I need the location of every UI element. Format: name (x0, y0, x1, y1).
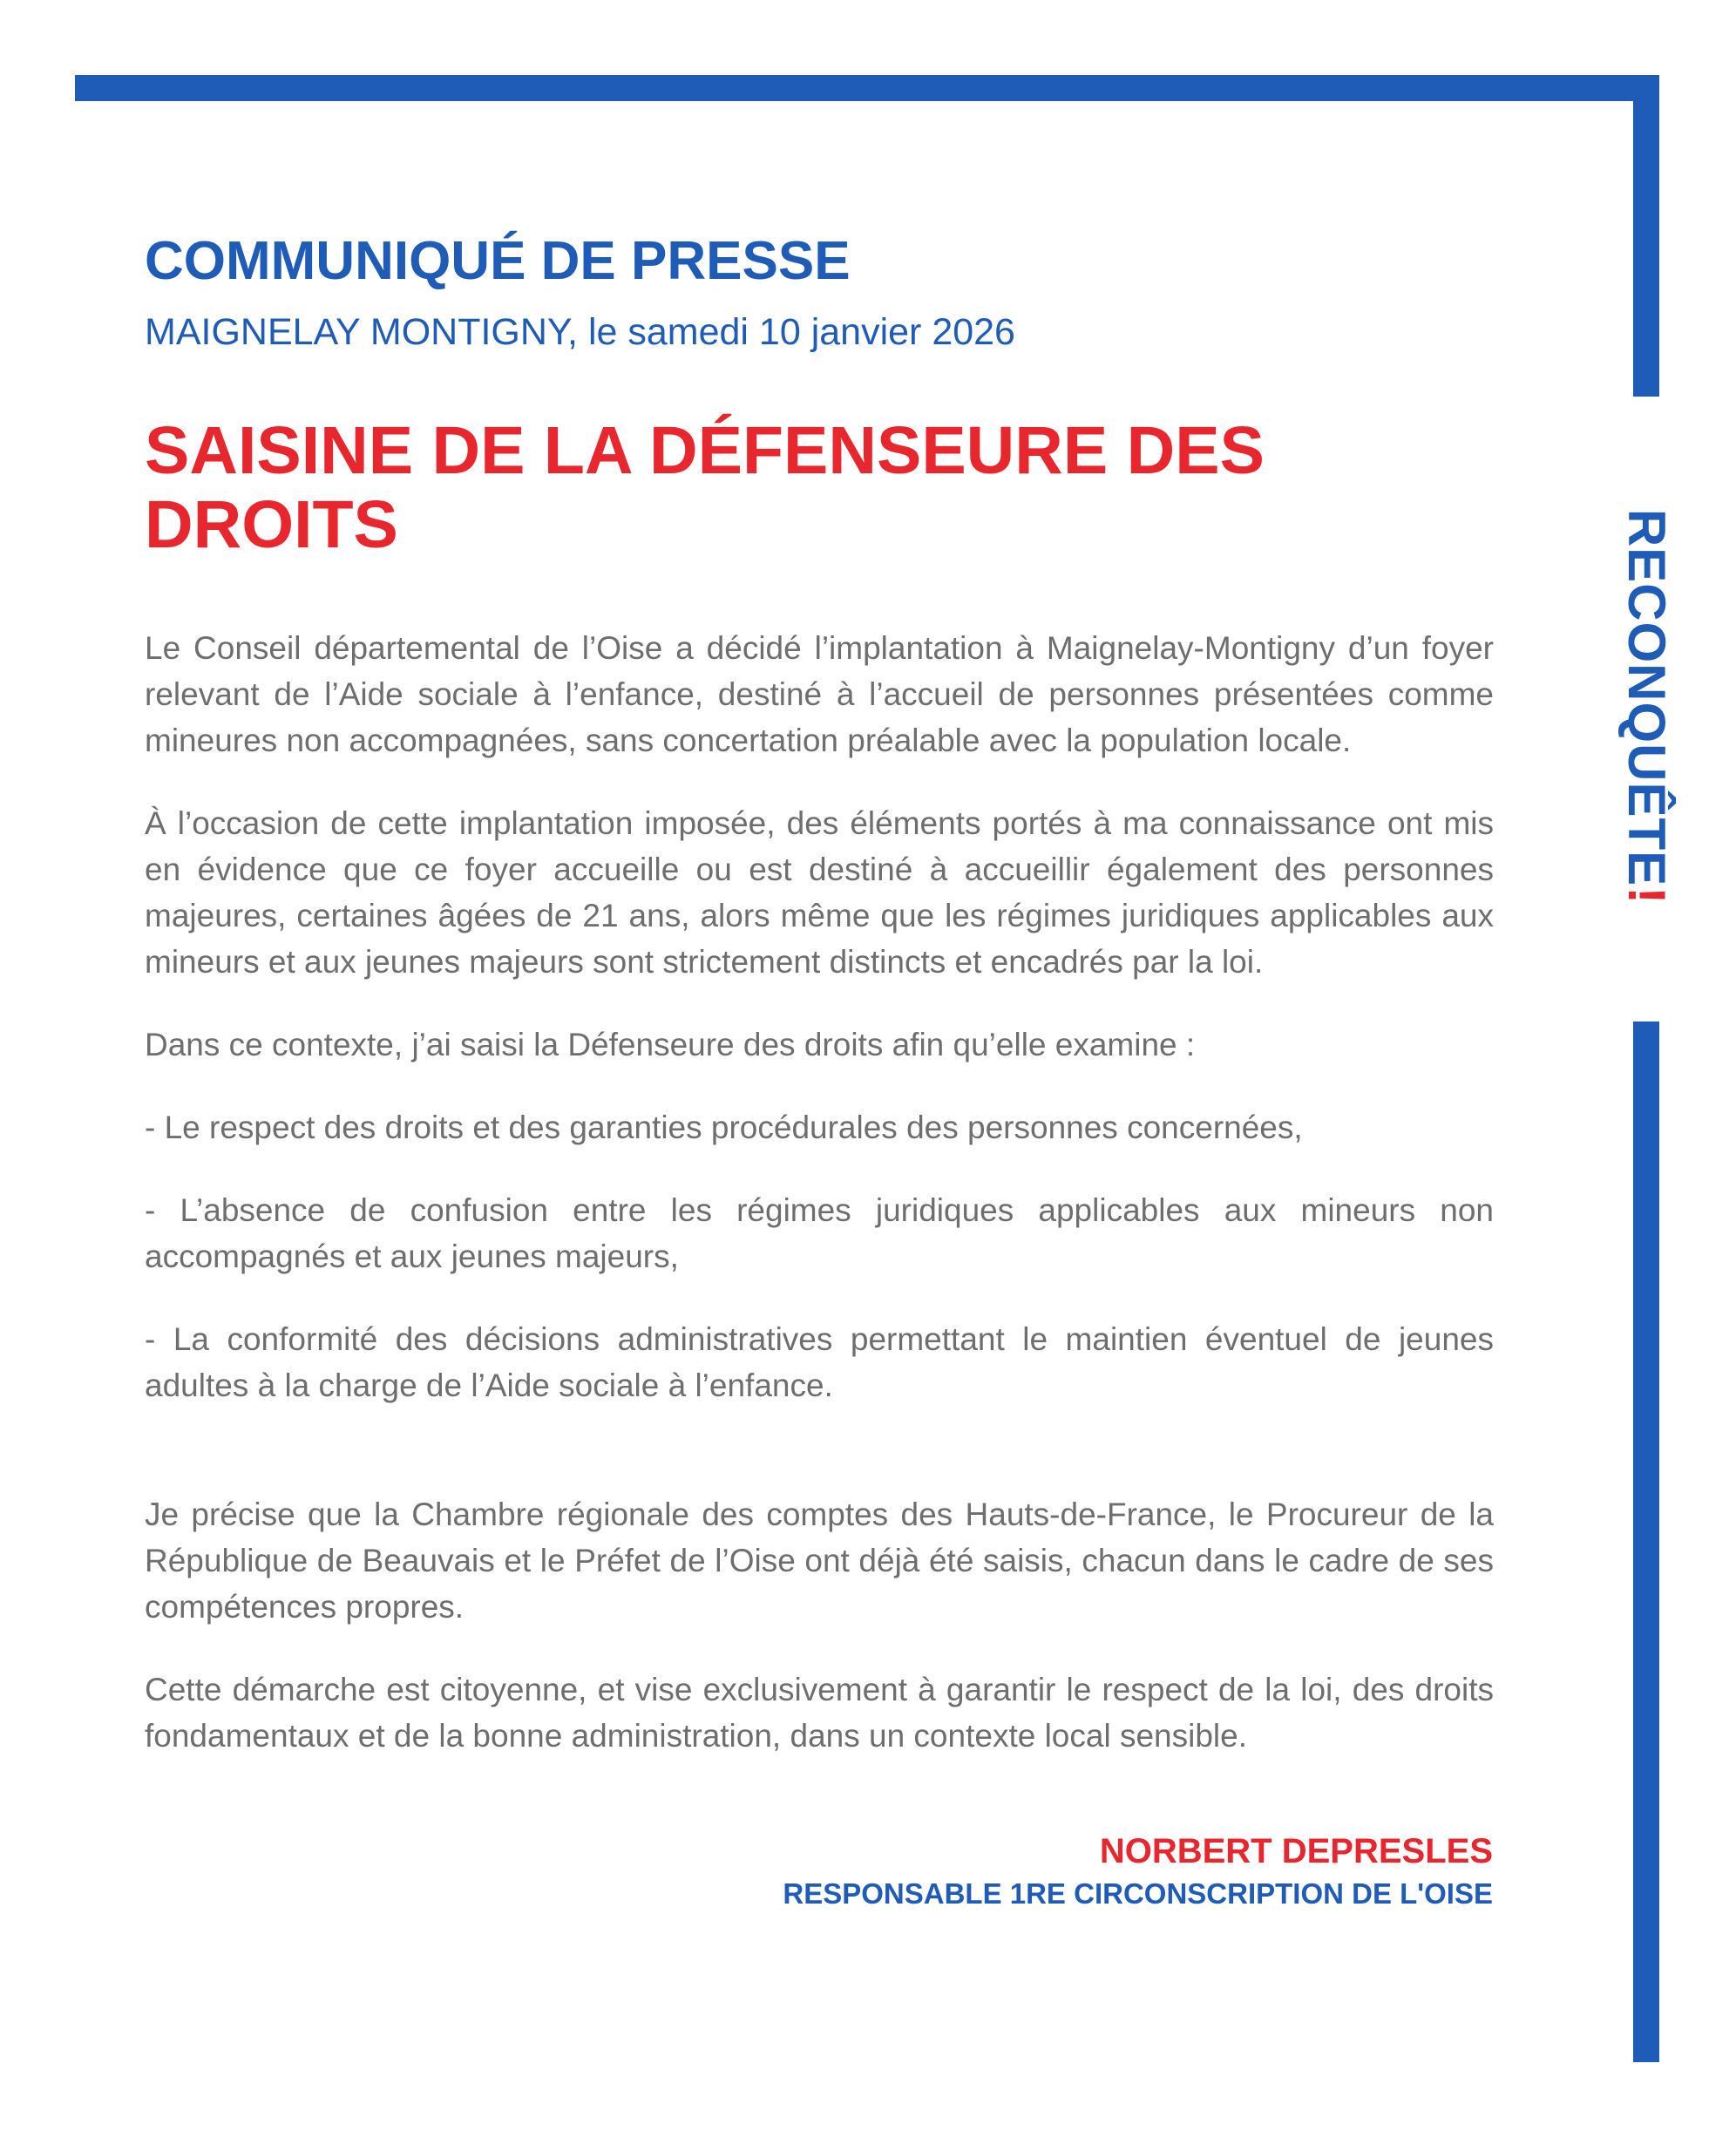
headline: SAISINE DE LA DÉFENSEURE DES DROITS (145, 413, 1265, 562)
logo-text: RECONQUÊTE (1617, 508, 1676, 887)
logo-exclamation: ! (1617, 886, 1676, 906)
dateline: MAIGNELAY MONTIGNY, le samedi 10 janvier 2026 (145, 311, 1015, 353)
frame-right-bar-lower (1633, 1021, 1659, 2062)
signature-block (783, 1829, 1493, 1914)
paragraph-3: Dans ce contexte, j’ai saisi la Défenseure des droits afin qu’elle examine : (145, 1027, 1196, 1062)
signatory-name: NORBERT DEPRESLES (1099, 1832, 1493, 1870)
signatory-role: RESPONSABLE 1RE CIRCONSCRIPTION DE L'OISE (783, 1877, 1493, 1910)
paragraph-1: Le Conseil départemental de l’Oise a décidé l’implantation à Maignelay-Montigny d’un foyer relevant de l’Aide sociale à l’enfance, destiné à l’accueil de personnes présentées comme mineures non accompagnées, sans concertation préalable avec la population locale. (145, 630, 1494, 758)
body-text (145, 625, 1494, 1795)
paragraph-4: Je précise que la Chambre régionale des comptes des Hauts-de-France, le Procureur de la République de Beauvais et le Préfet de l’Oise ont déjà été saisis, chacun dans le cadre de ses compétences propres. (145, 1497, 1494, 1625)
press-release-title: COMMUNIQUÉ DE PRESSE (145, 231, 851, 291)
bullet-item-1: - Le respect des droits et des garanties procédurales des personnes concernées, (145, 1110, 1303, 1145)
frame-right-bar-upper (1633, 75, 1659, 397)
frame-top-bar (75, 75, 1659, 101)
paragraph-2: À l’occasion de cette implantation imposée, des éléments portés à ma connaissance ont mis en évidence que ce foyer accueille ou est destiné à accueillir également des personnes majeures, certaines âgées de 21 ans, alors même que les régimes juridiques applicables aux mineurs et aux jeunes majeurs sont strictement distincts et encadrés par la loi. (145, 805, 1494, 980)
paragraph-5: Cette démarche est citoyenne, et vise exclusivement à garantir le respect de la loi, des droits fondamentaux et de la bonne administration, dans un contexte local sensible. (145, 1672, 1494, 1754)
reconquete-logo (1617, 508, 1676, 906)
bullet-item-3: - La conformité des décisions administratives permettant le maintien éventuel de jeunes adultes à la charge de l’Aide sociale à l’enfance. (145, 1321, 1494, 1403)
bullet-item-2: - L’absence de confusion entre les régimes juridiques applicables aux mineurs non accompagnés et aux jeunes majeurs, (145, 1192, 1494, 1274)
